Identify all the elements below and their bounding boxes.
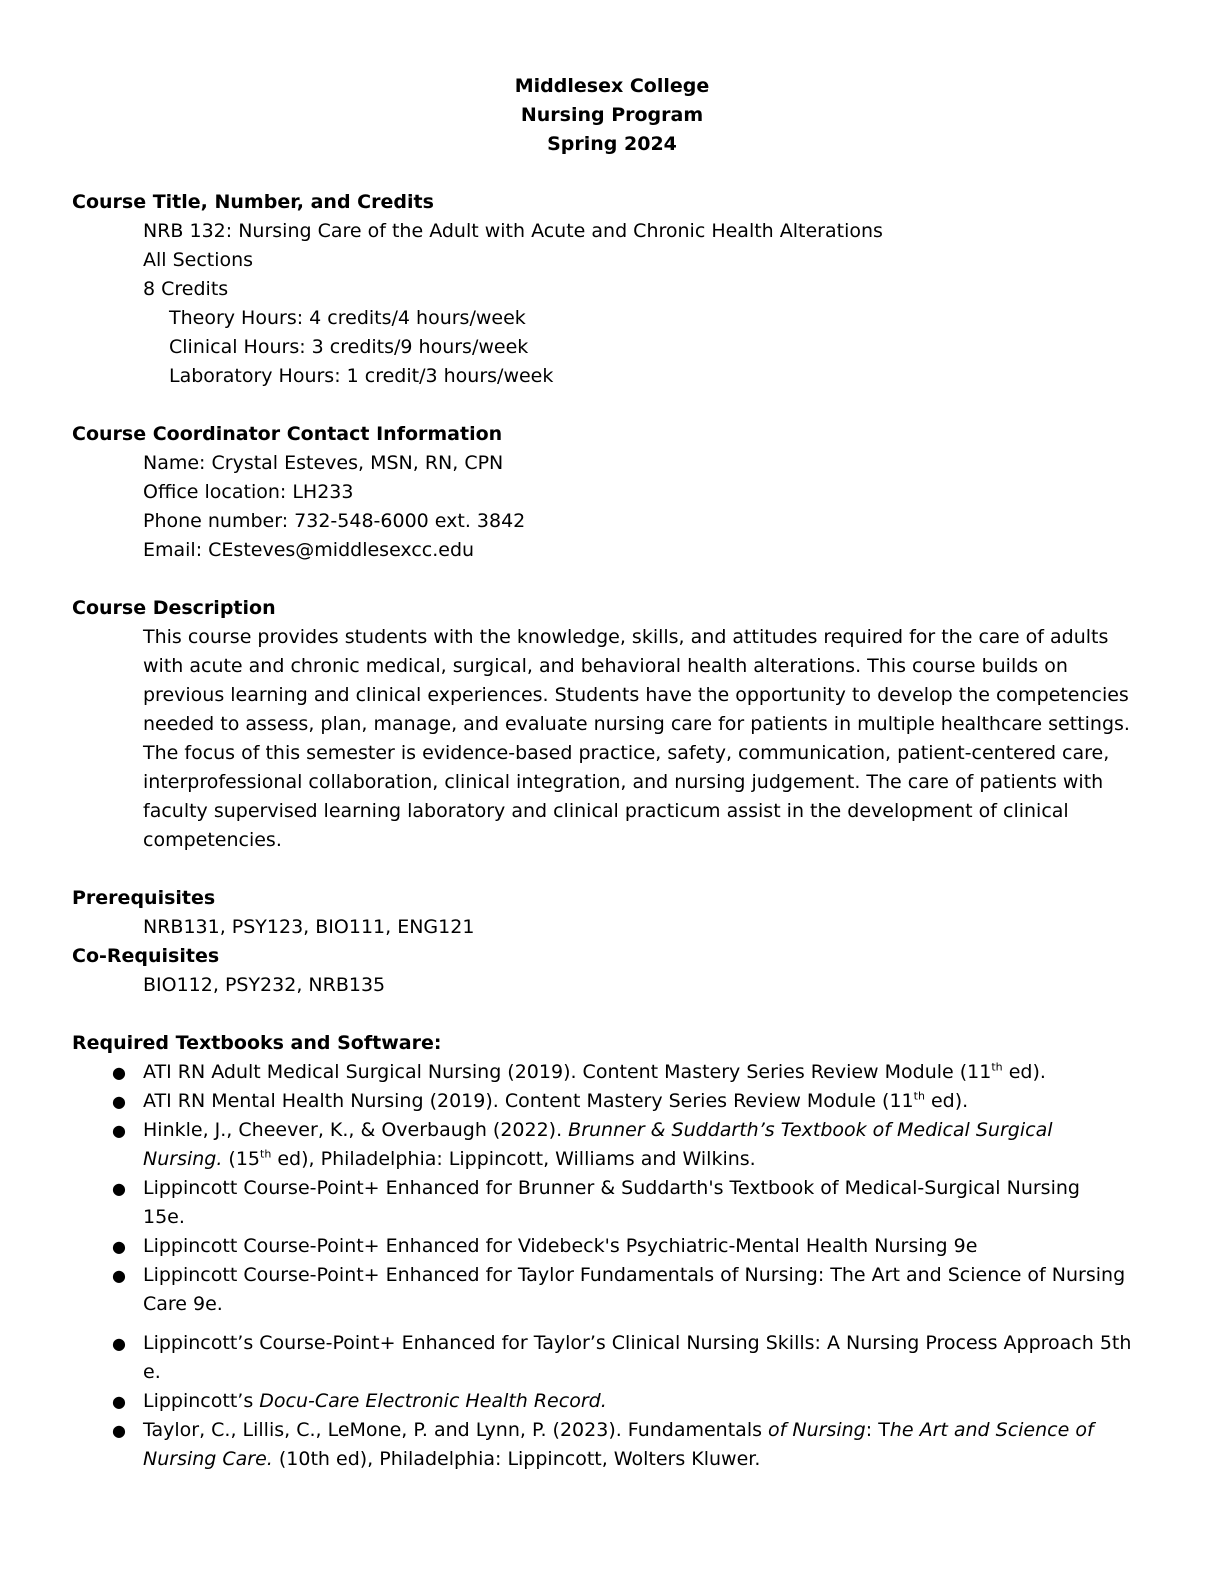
list-item: ● Lippincott Course-Point+ Enhanced for Videbeck's Psychiatric-Mental Health Nursing 9e [72, 1232, 1143, 1261]
description-line: previous learning and clinical experiences. Students have the opportunity to develop the competencies [143, 684, 1129, 706]
bullet-icon: ● [112, 1334, 126, 1353]
textbooks-section [72, 1029, 1152, 1474]
bullet-icon: ● [112, 1421, 126, 1440]
list-item: ● Lippincott Course-Point+ Enhanced for Brunner & Suddarth's Textbook of Medical-Surgical Nursing 15e. [72, 1174, 1143, 1232]
description-heading: Course Description [72, 597, 276, 619]
course-title: NRB 132: Nursing Care of the Adult with Acute and Chronic Health Alterations [143, 220, 883, 242]
prereq-heading: Prerequisites [72, 887, 216, 909]
term: Spring 2024 [547, 133, 677, 155]
description-line: needed to assess, plan, manage, and evaluate nursing care for patients in multiple healthcare settings. [143, 713, 1130, 735]
college-name: Middlesex College [514, 75, 710, 97]
coordinator-name: Name: Crystal Esteves, MSN, RN, CPN [143, 452, 504, 474]
description-line: interprofessional collaboration, clinical integration, and nursing judgement. The care of patients with [143, 771, 1104, 793]
theory-hours: Theory Hours: 4 credits/4 hours/week [169, 307, 526, 329]
course-sections: All Sections [143, 249, 254, 271]
list-item: ● ATI RN Adult Medical Surgical Nursing (2019). Content Mastery Series Review Module (11th ed). [72, 1058, 1143, 1087]
bullet-icon: ● [112, 1266, 126, 1285]
course-credits: 8 Credits [143, 278, 229, 300]
bullet-icon: ● [112, 1063, 126, 1082]
description-line: The focus of this semester is evidence-based practice, safety, communication, patient-centered care, [143, 742, 1110, 764]
list-item: ● Taylor, C., Lillis, C., LeMone, P. and Lynn, P. (2023). Fundamentals of Nursing: The Art and Science of Nursing Care. (10th ed), Philadelphia: Lippincott, Wolters Kluwer. [72, 1416, 1143, 1474]
course-heading: Course Title, Number, and Credits [72, 191, 434, 213]
course-section [72, 188, 1152, 391]
bullet-icon: ● [112, 1179, 126, 1198]
description-line: competencies. [143, 829, 282, 851]
description-text [72, 623, 1153, 855]
bullet-icon: ● [112, 1392, 126, 1411]
coordinator-office: Office location: LH233 [143, 481, 354, 503]
textbooks-heading: Required Textbooks and Software: [72, 1032, 442, 1054]
list-item: ● Lippincott Course-Point+ Enhanced for Taylor Fundamentals of Nursing: The Art and Science of Nursing Care 9e. [72, 1261, 1143, 1319]
program-name: Nursing Program [520, 104, 704, 126]
lab-hours: Laboratory Hours: 1 credit/3 hours/week [169, 365, 554, 387]
list-item: ● Hinkle, J., Cheever, K., & Overbaugh (2022). Brunner & Suddarth’s Textbook of Medical Surgical Nursing. (15th ed), Philadelphia: Lippincott, Williams and Wilkins. [72, 1116, 1143, 1174]
list-item: ● Lippincott’s Course-Point+ Enhanced for Taylor’s Clinical Nursing Skills: A Nursing Process Approach 5th e. [72, 1329, 1143, 1387]
description-section [72, 594, 1152, 855]
coreq-heading: Co-Requisites [72, 945, 220, 967]
coordinator-email: Email: CEsteves@middlesexcc.edu [143, 539, 475, 561]
list-item: ● Lippincott’s Docu-Care Electronic Health Record. [72, 1387, 1143, 1416]
description-line: faculty supervised learning laboratory and clinical practicum assist in the development of clinical [143, 800, 1069, 822]
description-line: This course provides students with the knowledge, skills, and attitudes required for the care of adults [143, 626, 1109, 648]
document-header [0, 72, 1224, 159]
textbooks-list [72, 1058, 1152, 1474]
coordinator-section [72, 420, 1152, 565]
coordinator-heading: Course Coordinator Contact Information [72, 423, 503, 445]
bullet-icon: ● [112, 1121, 126, 1140]
list-item: ● ATI RN Mental Health Nursing (2019). Content Mastery Series Review Module (11th ed). [72, 1087, 1143, 1116]
coreq-list: BIO112, PSY232, NRB135 [143, 974, 386, 996]
clinical-hours: Clinical Hours: 3 credits/9 hours/week [169, 336, 529, 358]
bullet-icon: ● [112, 1092, 126, 1111]
description-line: with acute and chronic medical, surgical, and behavioral health alterations. This course builds on [143, 655, 1068, 677]
coordinator-phone: Phone number: 732-548-6000 ext. 3842 [143, 510, 526, 532]
requisites-section [72, 884, 1152, 1000]
bullet-icon: ● [112, 1237, 126, 1256]
prereq-list: NRB131, PSY123, BIO111, ENG121 [143, 916, 475, 938]
